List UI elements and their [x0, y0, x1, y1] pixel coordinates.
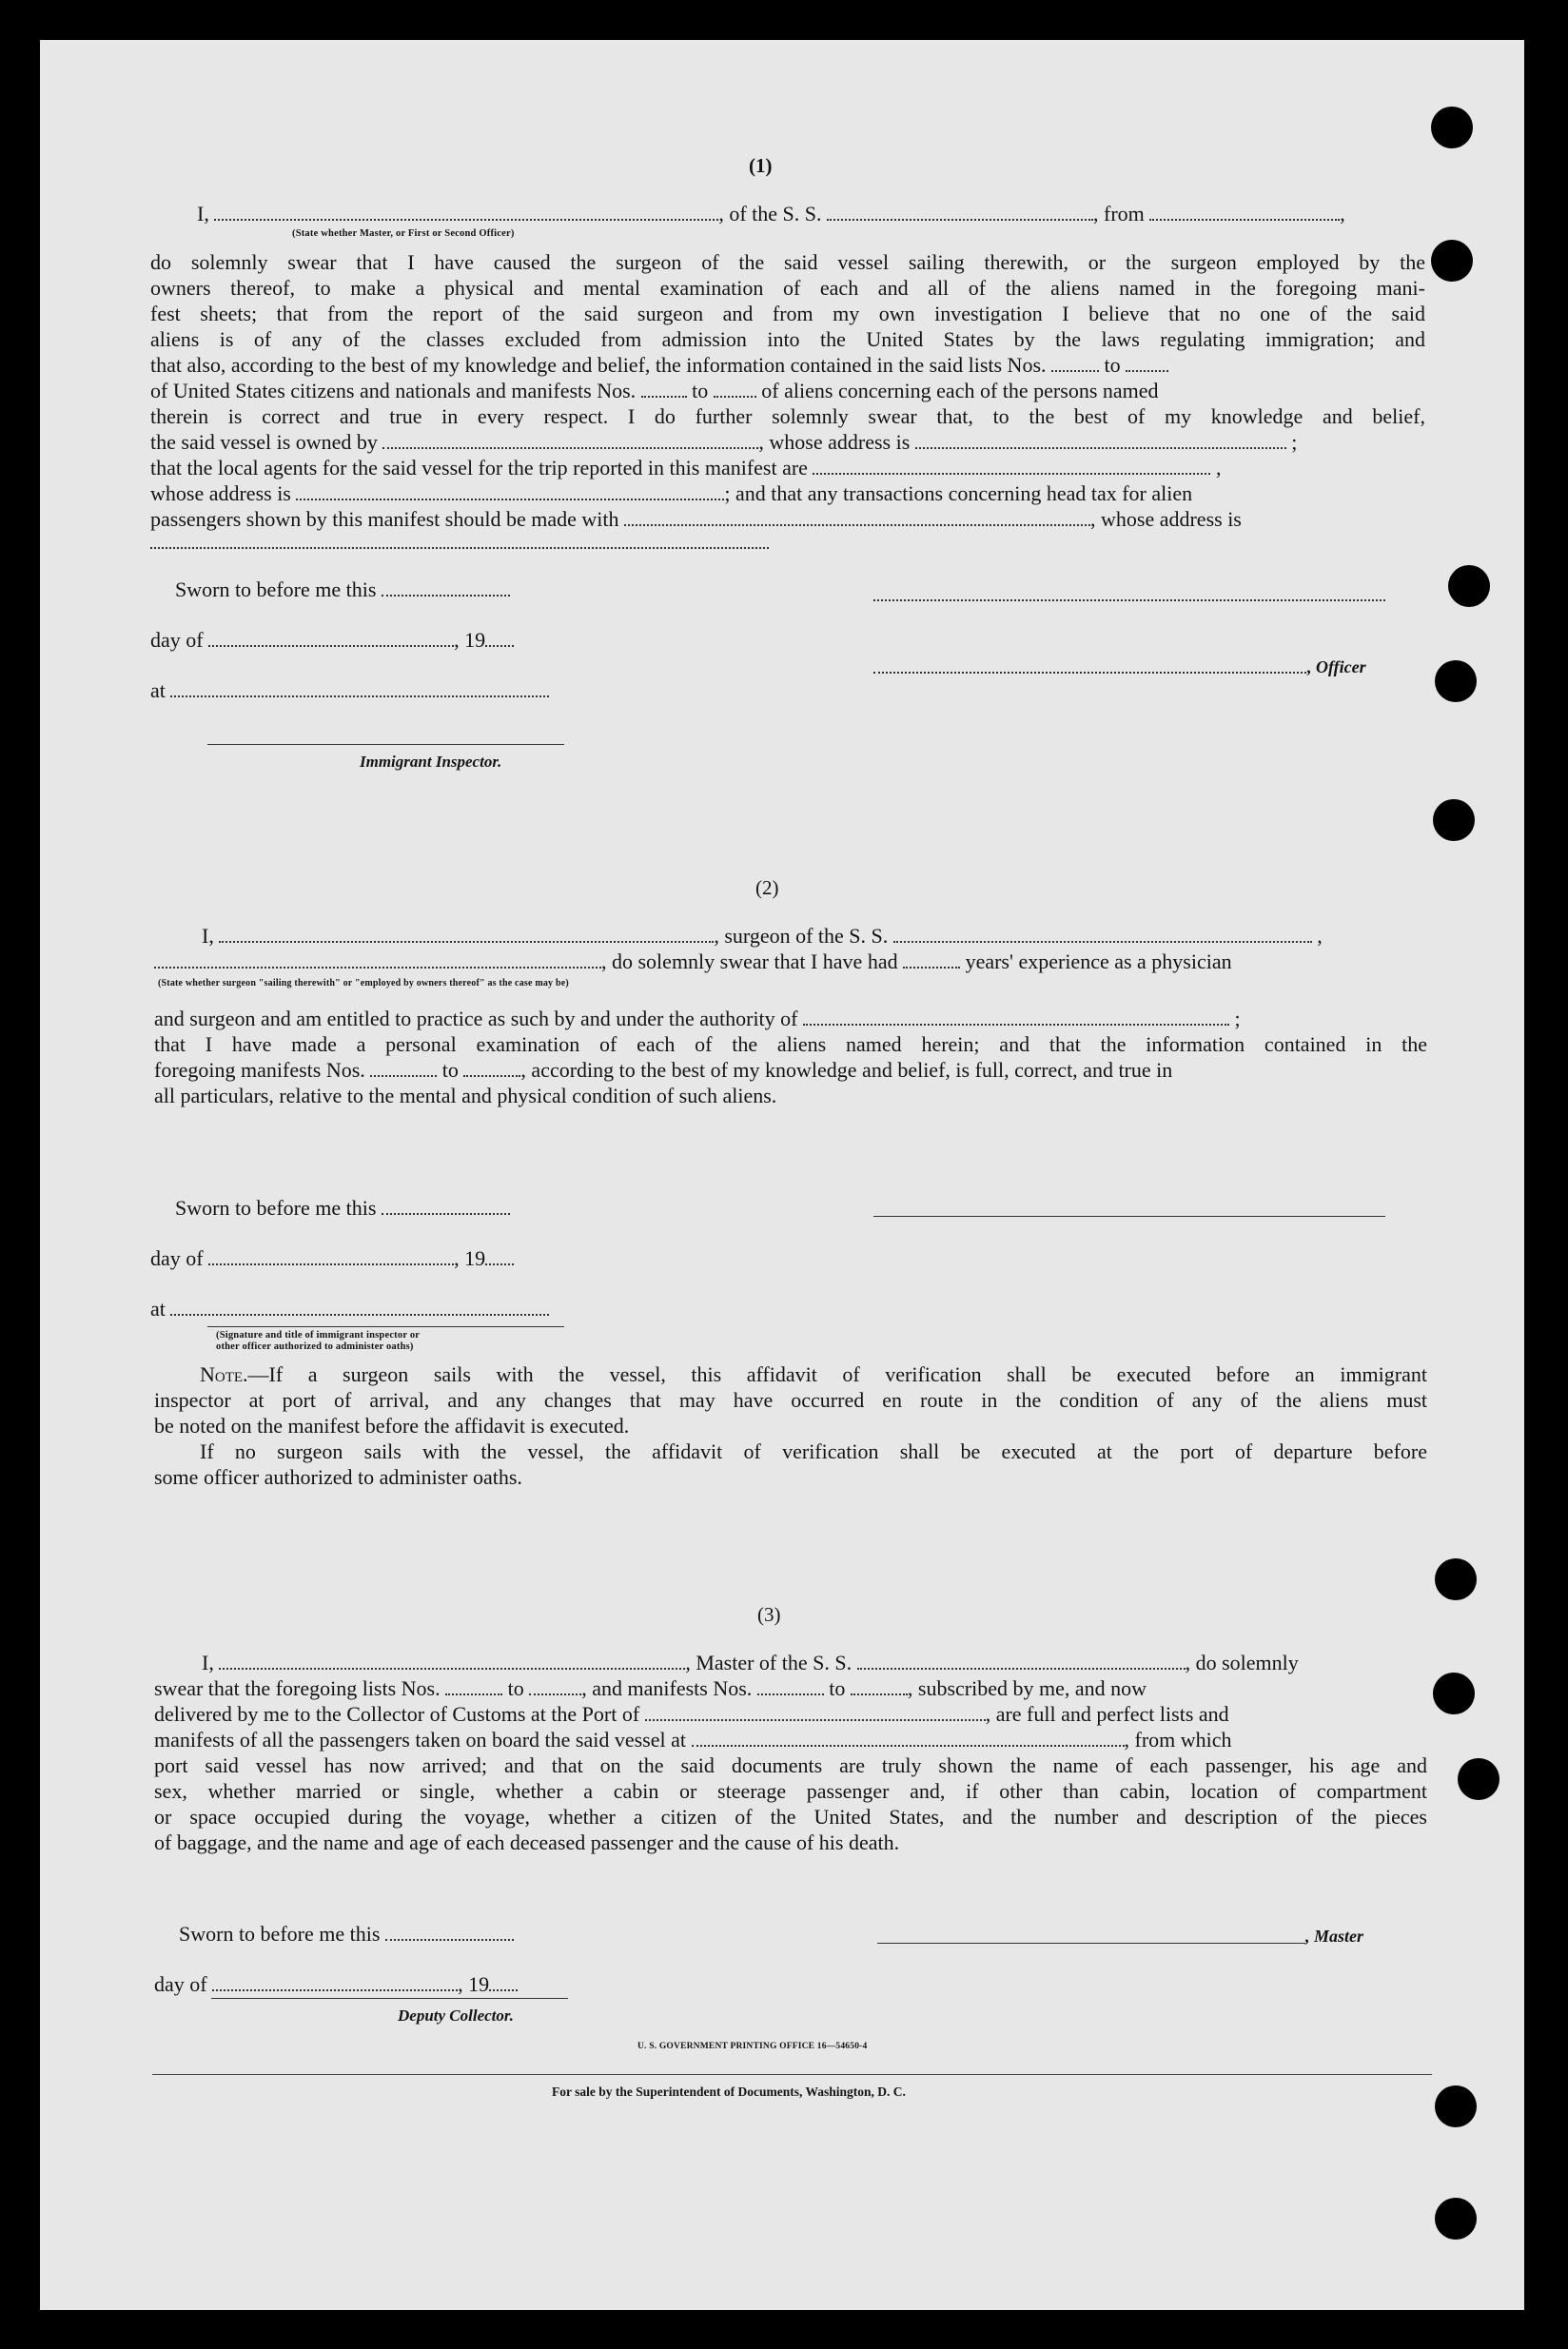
authority-field[interactable] — [803, 1023, 1229, 1026]
lists-to-field[interactable] — [1126, 369, 1168, 372]
s3-manifests-to-field[interactable] — [851, 1693, 908, 1695]
s1-year-field[interactable] — [485, 644, 514, 647]
s1-line: owners thereof, to make a physical and mental examination of each and all of the aliens named in the foregoing mani- — [150, 276, 1425, 300]
section-1-number: (1) — [749, 154, 773, 177]
s1-at — [150, 678, 549, 703]
s2-note-line-3: be noted on the manifest before the affidavit is executed. — [154, 1414, 630, 1438]
s3-l3a: delivered by me to the Collector of Customs at the Port of — [154, 1702, 640, 1726]
s3-sworn-label: Sworn to before me this — [179, 1922, 381, 1946]
s1-at-label: at — [150, 678, 166, 702]
s3-line: sex, whether married or single, whether a cabin or steerage passenger and, if other than cabin, location of compartment — [154, 1779, 1427, 1803]
s2-line5a: foregoing manifests Nos. — [154, 1058, 365, 1082]
section-3-number: (3) — [757, 1603, 781, 1626]
s3-lists-from-field[interactable] — [445, 1693, 502, 1695]
s1-line5a: that also, according to the best of my knowledge and belief, the information contained in the said lists Nos. — [150, 353, 1047, 377]
s1-from: , from — [1093, 202, 1145, 225]
s1-line-7: therein is correct and true in every respect. I do further solemnly swear that, to the best of my knowledge and belief, — [150, 404, 1425, 428]
s2-intro-line: I, , surgeon of the S. S. , — [202, 924, 1323, 948]
note-heading: Note. — [200, 1362, 248, 1386]
s2-line-3: and surgeon and am entitled to practice as such by and under the authority of ; — [154, 1007, 1241, 1030]
binder-hole — [1448, 565, 1490, 607]
s3-l2a: swear that the foregoing lists Nos. — [154, 1676, 441, 1700]
s3-year-field[interactable] — [489, 1988, 518, 1991]
s3-master-signature-line[interactable] — [877, 1943, 1305, 1944]
s3-master-label: , Master — [1305, 1927, 1364, 1946]
binder-hole — [1435, 1558, 1477, 1600]
manifests-to-field[interactable] — [714, 395, 756, 398]
s1-line10a: whose address is — [150, 481, 291, 505]
vessel-name-field[interactable] — [827, 218, 1093, 221]
s1-of-ss: , of the S. S. — [718, 202, 822, 225]
s3-l3b: , are full and perfect lists and — [985, 1702, 1229, 1726]
sale-notice: For sale by the Superintendent of Documents, Washington, D. C. — [552, 2085, 906, 2099]
s2-sig-note-1: (Signature and title of immigrant inspector or — [216, 1330, 421, 1341]
s3-l2b: to — [507, 1676, 524, 1700]
surgeon-name-field[interactable] — [219, 940, 714, 943]
owner-field[interactable] — [382, 446, 758, 449]
head-tax-party-field[interactable] — [624, 523, 1090, 526]
s2-at-label: at — [150, 1297, 166, 1321]
s3-day — [154, 1972, 518, 1997]
years-experience-field[interactable] — [903, 966, 960, 969]
s1-line: do solemnly swear that I have caused the surgeon of the said vessel sailing therewith, or the surgeon employed by the — [150, 250, 1425, 274]
master-name-field[interactable] — [219, 1667, 685, 1670]
s1-inspector-label: Immigrant Inspector. — [360, 753, 502, 771]
s1-line11b: , whose address is — [1090, 507, 1242, 531]
s3-vessel-field[interactable] — [857, 1667, 1186, 1670]
binder-hole — [1435, 2085, 1477, 2127]
s2-day-of: day of — [150, 1246, 204, 1270]
s2-line5b: to — [441, 1058, 459, 1082]
s1-officer-title-line[interactable] — [873, 672, 1306, 674]
s1-officer-signature-line[interactable] — [873, 599, 1385, 601]
lists-from-field[interactable] — [1051, 369, 1099, 372]
s3-l2c: , and manifests Nos. — [581, 1676, 753, 1700]
s2-vessel-field[interactable] — [893, 940, 1312, 943]
s3-line-2 — [154, 1676, 1147, 1701]
s2-day-field[interactable] — [208, 1263, 454, 1265]
manifests-from-field[interactable] — [641, 395, 687, 398]
s2-i: I, — [202, 924, 214, 948]
s3-intro-line — [202, 1651, 1299, 1675]
footer-rule — [152, 2074, 1432, 2075]
s1-line5b: to — [1104, 353, 1121, 377]
s3-deputy-signature-line[interactable] — [211, 1998, 568, 1999]
s1-sworn-label: Sworn to before me this — [175, 577, 377, 601]
binder-hole — [1435, 660, 1477, 702]
s2-sworn-label: Sworn to before me this — [175, 1196, 377, 1220]
binder-hole — [1431, 240, 1473, 282]
s2-inspector-signature-line[interactable] — [207, 1326, 564, 1327]
s1-line: aliens is of any of the classes excluded from admission into the United States by the laws regulating immigration; and — [150, 327, 1425, 351]
agents-address-field[interactable] — [296, 498, 724, 500]
s3-manifests-from-field[interactable] — [757, 1693, 824, 1695]
s2-year: , 19 — [454, 1246, 486, 1270]
s1-line8b: , whose address is — [758, 430, 911, 454]
s2-day — [150, 1246, 514, 1271]
s2-line2b: years' experience as a physician — [965, 949, 1232, 973]
s1-line6b: to — [692, 379, 709, 402]
s2-line5c: , according to the best of my knowledge and belief, is full, correct, and true in — [520, 1058, 1173, 1082]
s3-l4b: , from which — [1124, 1728, 1232, 1752]
s1-line-8: the said vessel is owned by , whose address is ; — [150, 430, 1298, 454]
s2-line2a: , do solemnly swear that I have had — [601, 949, 898, 973]
s2-note-1: —If a surgeon sails with the vessel, this affidavit of verification shall be executed before an immigrant — [247, 1362, 1427, 1386]
s2-line-5 — [154, 1058, 1172, 1083]
s1-line: fest sheets; that from the report of the said surgeon and from my own investigation I believe that no one of the said — [150, 302, 1425, 325]
s2-manifests-from-field[interactable] — [370, 1074, 437, 1077]
s1-line-11 — [150, 507, 1242, 532]
s3-l4a: manifests of all the passengers taken on board the said vessel at — [154, 1728, 687, 1752]
s3-line: of baggage, and the name and age of each deceased passenger and the cause of his death. — [154, 1830, 900, 1854]
binder-hole — [1433, 1673, 1475, 1714]
s2-note-line-1 — [200, 1362, 1427, 1387]
s1-line6c: of aliens concerning each of the persons named — [761, 379, 1159, 402]
s1-line-10 — [150, 481, 1192, 506]
s3-l2e: , subscribed by me, and now — [907, 1676, 1147, 1700]
s2-line3: and surgeon and am entitled to practice as such by and under the authority of — [154, 1007, 798, 1030]
local-agents-field[interactable] — [813, 472, 1210, 475]
s1-line10b: ; and that any transactions concerning head tax for alien — [724, 481, 1193, 505]
form-page — [40, 40, 1524, 2310]
s3-line-3 — [154, 1702, 1229, 1727]
s1-line-9: that the local agents for the said vessel for the trip reported in this manifest are , — [150, 456, 1222, 480]
s1-officer-label: , Officer — [1307, 657, 1366, 676]
owner-address-field[interactable] — [915, 446, 1286, 449]
s1-line6a: of United States citizens and nationals and manifests Nos. — [150, 379, 637, 402]
s2-line-6: all particulars, relative to the mental and physical condition of such aliens. — [154, 1084, 777, 1107]
s2-note-line-5: some officer authorized to administer oaths. — [154, 1465, 522, 1489]
s3-lists-to-field[interactable] — [529, 1693, 581, 1695]
s3-master-of: , Master of the S. S. — [685, 1651, 853, 1674]
s3-i: I, — [202, 1651, 214, 1674]
s2-surgeon-note: (State whether surgeon "sailing therewith" or "employed by owners thereof" as the case may be) — [158, 978, 569, 989]
s1-day-of: day of — [150, 628, 204, 652]
s3-deputy-label: Deputy Collector. — [398, 2006, 514, 2025]
officer-name-field[interactable] — [214, 218, 718, 221]
s1-intro-line: I, , of the S. S. , from , — [197, 202, 1345, 225]
s2-at-field[interactable] — [170, 1313, 549, 1316]
s2-surgeon-of: , surgeon of the S. S. — [714, 924, 889, 948]
s2-surgeon-signature-line[interactable] — [873, 1216, 1385, 1217]
s1-inspector-signature-line[interactable] — [207, 744, 564, 745]
boarding-port-field[interactable] — [692, 1744, 1125, 1747]
s3-year: , 19 — [458, 1972, 490, 1996]
s2-sig-note-2: other officer authorized to administer oaths) — [216, 1341, 414, 1352]
binder-hole — [1435, 2198, 1477, 2240]
section-2-number: (2) — [755, 876, 779, 899]
binder-hole — [1433, 799, 1475, 841]
s1-line9: that the local agents for the said vessel for the trip reported in this manifest are — [150, 456, 808, 480]
head-tax-address-field[interactable] — [150, 547, 769, 549]
s3-line-4 — [154, 1728, 1232, 1752]
s1-year: , 19 — [454, 628, 486, 652]
s2-at — [150, 1297, 549, 1321]
s1-i: I, — [197, 202, 209, 225]
port-field[interactable] — [645, 1718, 986, 1721]
s1-sworn-date-field[interactable] — [382, 594, 510, 597]
surgeon-status-field[interactable] — [154, 966, 601, 969]
s1-officer-note: (State whether Master, or First or Second Officer) — [292, 228, 515, 239]
binder-hole — [1458, 1758, 1499, 1800]
s2-sworn-date-field[interactable] — [382, 1212, 510, 1215]
s1-day — [150, 628, 514, 653]
s2-sworn — [175, 1196, 510, 1221]
s1-line8a: the said vessel is owned by — [150, 430, 378, 454]
s3-sworn-date-field[interactable] — [385, 1938, 514, 1941]
gpo-imprint: U. S. GOVERNMENT PRINTING OFFICE 16—54650-4 — [637, 2042, 868, 2051]
s1-day-field[interactable] — [208, 644, 454, 647]
s2-line-2 — [154, 949, 1232, 974]
s3-day-field[interactable] — [212, 1988, 458, 1991]
s1-at-field[interactable] — [170, 695, 549, 697]
s2-note-line-2: inspector at port of arrival, and any changes that may have occurred en route in the condition of any of the aliens must — [154, 1388, 1427, 1412]
s1-line11a: passengers shown by this manifest should be made with — [150, 507, 619, 531]
s1-line-5 — [150, 353, 1168, 378]
s3-line: or space occupied during the voyage, whether a citizen of the United States, and the number and description of the pieces — [154, 1805, 1427, 1829]
s3-l2d: to — [829, 1676, 846, 1700]
from-port-field[interactable] — [1149, 218, 1340, 221]
s3-line: port said vessel has now arrived; and that on the said documents are truly shown the name of each passenger, his age and — [154, 1753, 1427, 1777]
binder-hole — [1431, 107, 1473, 148]
s1-sworn — [175, 577, 510, 602]
s2-manifests-to-field[interactable] — [463, 1074, 520, 1077]
s2-year-field[interactable] — [485, 1263, 514, 1265]
s2-note-line-4: If no surgeon sails with the vessel, the affidavit of verification shall be executed at the port of departure before — [200, 1439, 1427, 1463]
s3-solemnly: , do solemnly — [1185, 1651, 1299, 1674]
s2-line-4: that I have made a personal examination of each of the aliens named herein; and that the information contained in the — [154, 1032, 1427, 1056]
s1-line-6 — [150, 379, 1159, 403]
s3-sworn — [179, 1922, 514, 1947]
s3-day-of: day of — [154, 1972, 207, 1996]
